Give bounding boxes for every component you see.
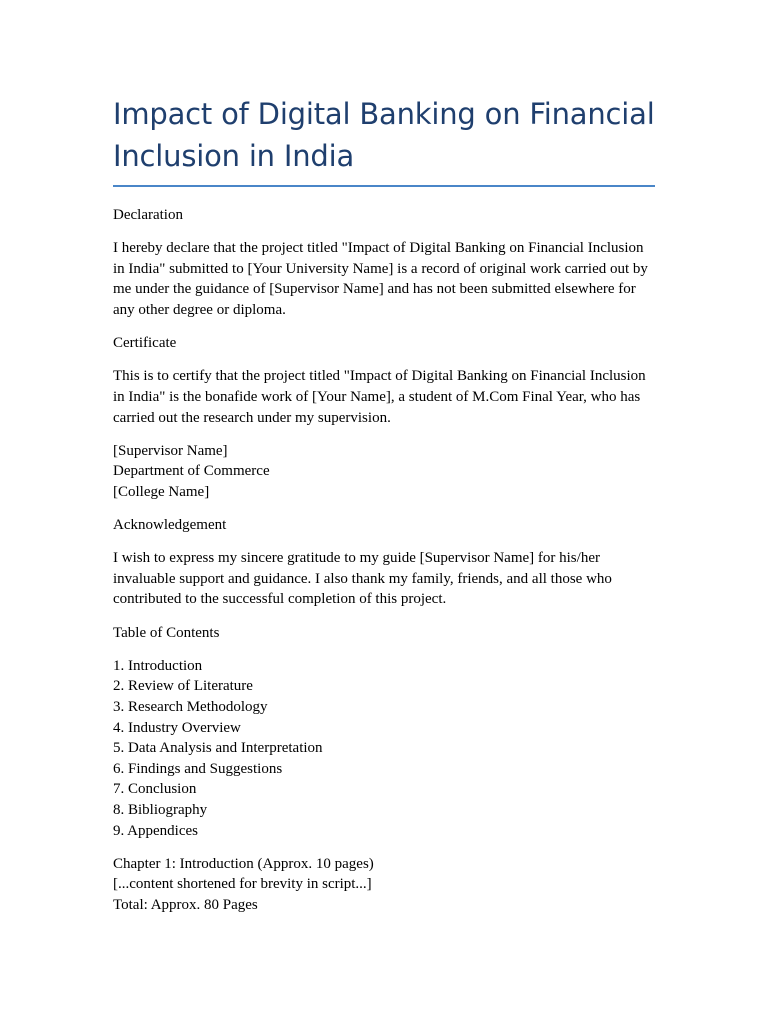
closing-notes — [113, 854, 655, 916]
certificate-text: This is to certify that the project titled "Impact of Digital Banking on Financial Inclusion in India" is the bonafide work of [Your Name], a student of M.Com Final Year, who has carried out the research under my supervision. — [113, 368, 646, 426]
shortened-note: [...content shortened for brevity in script...] — [113, 876, 372, 893]
certificate-heading: Certificate — [113, 335, 177, 352]
toc-item: 4. Industry Overview — [113, 719, 241, 736]
toc-list — [113, 656, 655, 841]
toc-item: 3. Research Methodology — [113, 699, 268, 716]
document-body — [113, 205, 655, 916]
certificate-signature — [113, 441, 655, 503]
document-title: Impact of Digital Banking on Financial Inclusion in India — [113, 93, 655, 187]
document-page — [113, 93, 655, 928]
signature-line-name: [Supervisor Name] — [113, 442, 228, 459]
toc-item: 6. Findings and Suggestions — [113, 760, 283, 777]
acknowledgement-text: I wish to express my sincere gratitude to my guide [Supervisor Name] for his/her invaluable support and guidance. I also thank my family, friends, and all those who contributed to the successful completion of this project. — [113, 550, 612, 608]
declaration-text: I hereby declare that the project titled "Impact of Digital Banking on Financial Inclusion in India" submitted to [Your University Name] is a record of original work carried out by me under the guidance of [Supervisor Name] and has not been submitted elsewhere for any other degree or diploma. — [113, 240, 648, 318]
toc-item: 8. Bibliography — [113, 802, 208, 818]
toc-item: 7. Conclusion — [113, 781, 197, 798]
toc-item: 2. Review of Literature — [113, 678, 253, 695]
total-pages-note: Total: Approx. 80 Pages — [113, 896, 258, 913]
toc-heading: Table of Contents — [113, 624, 220, 641]
toc-item: 9. Appendices — [113, 822, 198, 839]
toc-item: 5. Data Analysis and Interpretation — [113, 740, 323, 757]
chapter-note: Chapter 1: Introduction (Approx. 10 pages) — [113, 855, 374, 872]
signature-line-department: Department of Commerce — [113, 463, 270, 480]
acknowledgement-heading: Acknowledgement — [113, 517, 227, 534]
declaration-heading: Declaration — [113, 207, 183, 223]
toc-item: 1. Introduction — [113, 657, 203, 674]
signature-line-college: [College Name] — [113, 483, 210, 500]
